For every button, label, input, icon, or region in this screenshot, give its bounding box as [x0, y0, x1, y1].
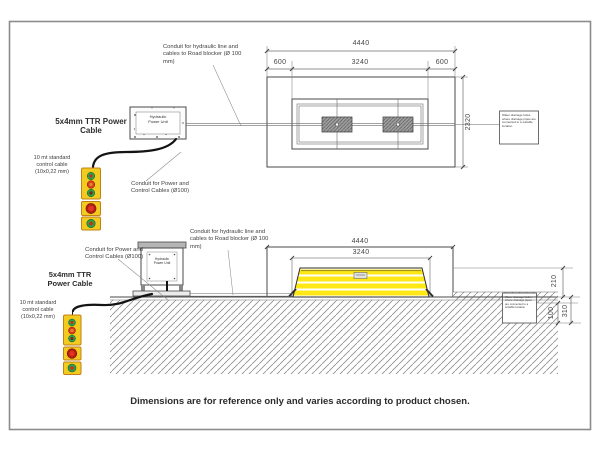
plan-label-control-cable: 10 mt standard control cable (10x0,22 mm) — [33, 155, 71, 176]
plan-dim-left-offset: 600 — [273, 59, 287, 66]
plan-power-control-cable — [93, 139, 176, 167]
plan-dim-total-width: 4440 — [352, 40, 370, 47]
side-dim-road-layer: 100 — [548, 306, 555, 320]
side-dim-height-above-road: 210 — [551, 274, 558, 288]
plan-hydraulic-power-unit-label: Hydraulic Power Unit — [148, 114, 168, 124]
side-ground-hatch — [110, 300, 558, 374]
side-dim-blocker-width: 3240 — [352, 249, 370, 256]
side-label-conduit-hydraulic: Conduit for hydraulic line and cables to Road blocker (Ø 100 mm) — [190, 229, 269, 250]
side-view-drawing — [64, 242, 582, 375]
plan-view-drawing — [82, 46, 539, 230]
side-road-blocker — [289, 266, 433, 298]
reference-disclaimer: Dimensions are for reference only and varies according to product chosen. — [130, 396, 470, 407]
plan-label-conduit-hydraulic: Conduit for hydraulic line and cables to Road blocker (Ø 100 mm) — [163, 44, 242, 65]
side-label-conduit-power: Conduit for Power and Control Cables (Ø100) — [85, 247, 143, 261]
side-label-control-cable: 10 mt standard control cable (10x0,22 mm) — [19, 300, 57, 321]
side-drainage-note-text: Water drainage holes where drainage pipes are connected to a suitable location — [505, 295, 532, 310]
side-label-power-cable: 5x4mm TTR Power Cable — [47, 270, 93, 288]
plan-label-power-cable: 5x4mm TTR Power Cable — [55, 117, 127, 136]
side-hydraulic-power-unit-label: Hydraulic Power Unit — [153, 257, 171, 265]
side-dim-pit-depth: 310 — [562, 304, 569, 318]
plan-cylinder-anchor-right — [383, 117, 413, 132]
side-control-station — [64, 315, 82, 375]
plan-dim-blocker-width: 3240 — [351, 59, 369, 66]
plan-dim-right-offset: 600 — [435, 59, 449, 66]
plan-cylinder-anchor-left — [322, 117, 352, 132]
plan-label-conduit-power: Conduit for Power and Control Cables (Ø100) — [131, 181, 189, 195]
plan-drainage-note-text: Water drainage holes where drainage pipes are connected to a suitable location — [502, 113, 536, 128]
plan-dim-depth: 2320 — [465, 113, 472, 131]
plan-control-station — [82, 168, 101, 230]
side-dim-total-width: 4440 — [351, 238, 369, 245]
